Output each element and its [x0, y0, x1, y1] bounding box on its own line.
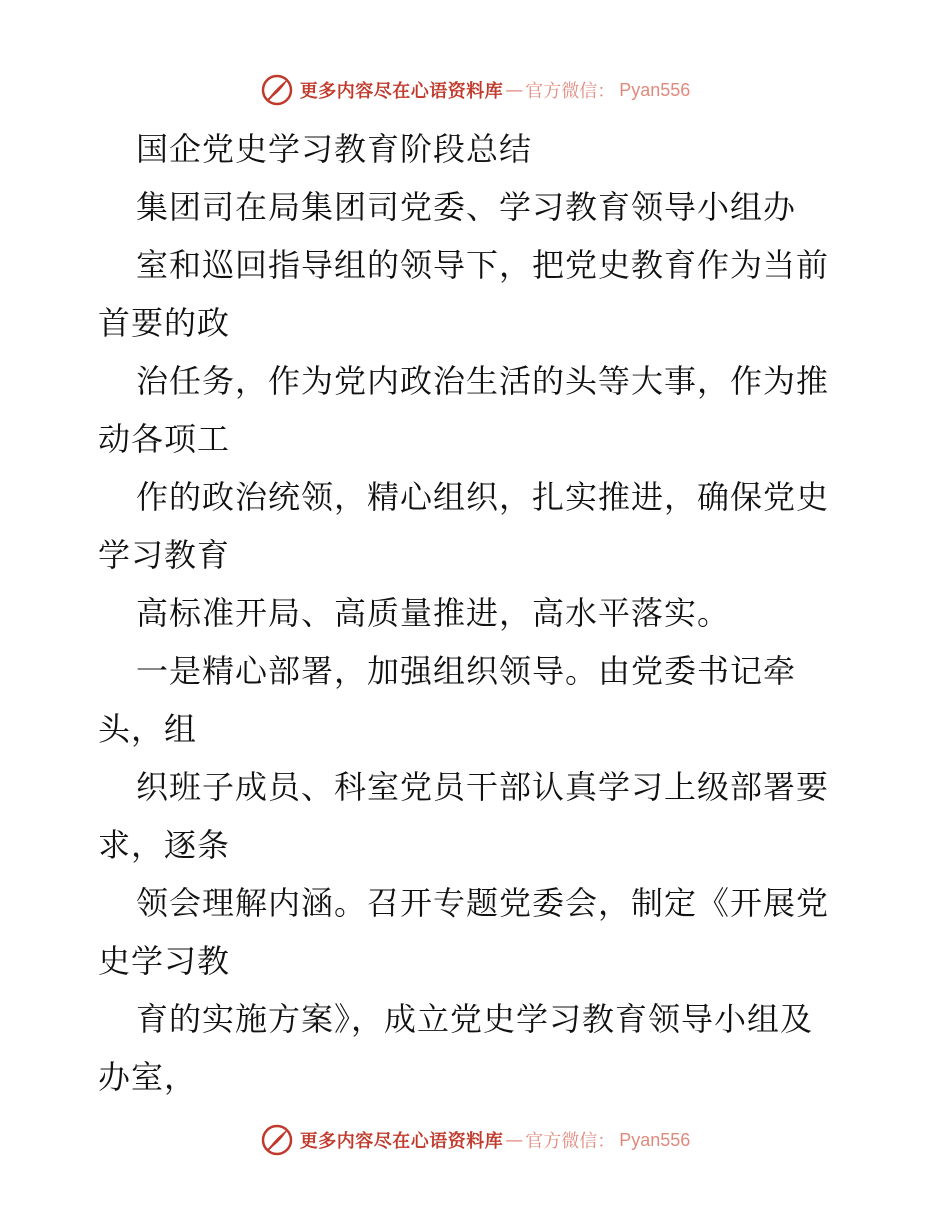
paragraph-line: 集团司在局集团司党委、学习教育领导小组办: [136, 188, 797, 226]
separator-dash: —: [505, 1129, 524, 1151]
official-wechat-label: 官方微信：: [525, 1131, 616, 1152]
paragraph-line: 办室，: [98, 1058, 198, 1096]
wechat-id: Pyan556: [619, 79, 691, 100]
paragraph-line: 育的实施方案》，成立党史学习教育领导小组及: [136, 1000, 814, 1038]
paragraph-line: 首要的政: [98, 304, 231, 342]
paragraph-line: 一是精心部署，加强组织领导。由党委书记牵: [136, 652, 797, 690]
official-wechat-label: 官方微信：: [525, 81, 616, 102]
quill-pen-logo-icon: [260, 1123, 294, 1157]
separator-dash: —: [505, 79, 524, 101]
paragraph-line: 室和巡回指导组的领导下，把党史教育作为当前: [136, 246, 830, 284]
paragraph-line: 史学习教: [98, 942, 231, 980]
paragraph-line: 动各项工: [98, 420, 231, 458]
doc-title: 国企党史学习教育阶段总结: [136, 130, 533, 168]
wechat-id: Pyan556: [619, 1129, 691, 1150]
paragraph-line: 织班子成员、科室党员干部认真学习上级部署要: [136, 768, 830, 806]
paragraph-line: 作的政治统领，精心组织，扎实推进，确保党史: [136, 478, 830, 516]
header-banner: [0, 70, 950, 110]
paragraph-line: 领会理解内涵。召开专题党委会，制定《开展党: [136, 884, 830, 922]
paragraph-line: 学习教育: [98, 536, 231, 574]
quill-pen-logo-icon: [260, 73, 294, 107]
paragraph-line: 头，组: [98, 710, 198, 748]
brand-text: 更多内容尽在心语资料库: [299, 81, 504, 102]
paragraph-line: 高标准开局、高质量推进，高水平落实。: [136, 594, 731, 632]
footer-banner: [0, 1120, 950, 1160]
brand-text: 更多内容尽在心语资料库: [299, 1131, 504, 1152]
paragraph-line: 治任务，作为党内政治生活的头等大事，作为推: [136, 362, 830, 400]
document-body: [98, 120, 858, 1106]
paragraph-line: 求，逐条: [98, 826, 231, 864]
